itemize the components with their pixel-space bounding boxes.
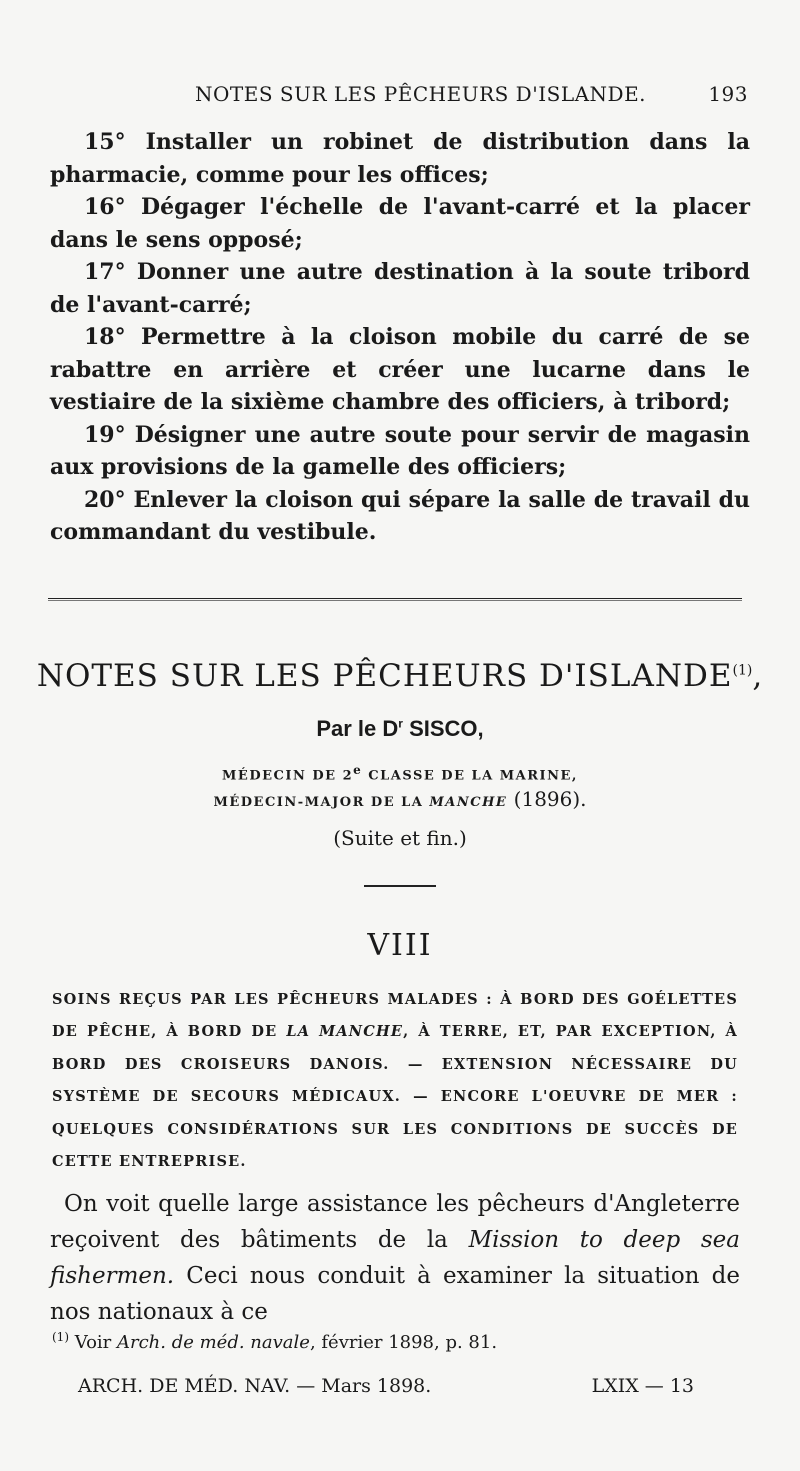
footnote-marker: (1) [52,1330,69,1344]
list-item: 19° Désigner une autre soute pour servir de magasin aux provisions de la gamelle des officiers; [50,421,750,480]
footer-journal: ARCH. DE MÉD. NAV. — Mars 1898. [78,1375,432,1397]
article-title [0,658,800,694]
author-name: SISCO, [402,716,484,741]
footnote-text: Voir [69,1332,117,1353]
affiliation-line-1 [0,763,800,783]
running-title: NOTES SUR LES PÊCHEURS D'ISLANDE. [195,82,647,106]
footnote [52,1330,750,1353]
list-item: 17° Donner une autre destination à la soute tribord de l'avant-carré; [50,259,750,318]
summary-ship-name: LA MANCHE [286,1023,404,1041]
ship-name: MANCHE [429,795,508,810]
section-divider [48,598,742,601]
affiliation-year: (1896). [507,787,587,811]
affiliation-text: MÉDECIN DE 2 [222,768,354,784]
list-item: 20° Enlever la cloison qui sépare la salle de travail du commandant du vestibule. [50,486,750,545]
affiliation-sup: e [353,763,363,777]
list-item: 15° Installer un robinet de distribution dans la pharmacie, comme pour les offices; [50,129,750,188]
title-footnote-mark: (1) [732,662,753,679]
byline-sup: r [398,716,403,731]
affiliation-line-2 [0,787,800,811]
footer-signature: LXIX — 13 [591,1375,694,1397]
mission-name: Mission to deep sea fishermen. [50,1227,740,1289]
byline-prefix: Par le D [316,716,399,741]
article-title-trailing: , [752,658,764,694]
body-text: Ceci nous conduit à examiner la situation de nos nationaux à ce [50,1263,740,1325]
affiliation-text: MÉDECIN-MAJOR DE LA [213,795,430,810]
section-number: VIII [367,928,433,963]
summary-text: SOINS REÇUS PAR LES PÊCHEURS MALADES : À BORD DES GOÉLETTES DE PÊCHE, À BORD DE [52,991,738,1041]
footnote-journal: Arch. de méd. navale [117,1332,310,1353]
affiliation-text: CLASSE DE LA MARINE, [362,768,578,784]
byline [0,716,800,742]
section-summary [52,984,738,1178]
body-text: On voit quelle large assistance les pêcheurs d'Angleterre reçoivent des bâtiments de la [50,1191,740,1253]
numbered-items [50,126,750,549]
page-number: 193 [708,82,748,106]
short-divider [364,885,436,887]
summary-text: , À TERRE, ET, PAR EXCEPTION, À BORD DES CROISEURS DANOIS. — EXTENSION NÉCESSAIRE DU SYSTÈME DE SECOURS MÉDICAUX. — ENCORE L'OEUVRE DE MER : QUELQUES CONSIDÉRATIONS SUR LES CONDITIONS DE SUCCÈS DE CETTE ENTREPRISE. [52,1023,738,1171]
continuation-note: (Suite et fin.) [333,826,467,850]
list-item: 16° Dégager l'échelle de l'avant-carré et la placer dans le sens opposé; [50,194,750,253]
article-title-text: NOTES SUR LES PÊCHEURS D'ISLANDE [36,658,733,694]
footnote-text: , février 1898, p. 81. [309,1332,498,1353]
body-paragraph [50,1186,740,1330]
list-item: 18° Permettre à la cloison mobile du carré de se rabattre en arrière et créer une lucarne dans le vestiaire de la sixième chambre des officiers, à tribord; [50,324,750,415]
